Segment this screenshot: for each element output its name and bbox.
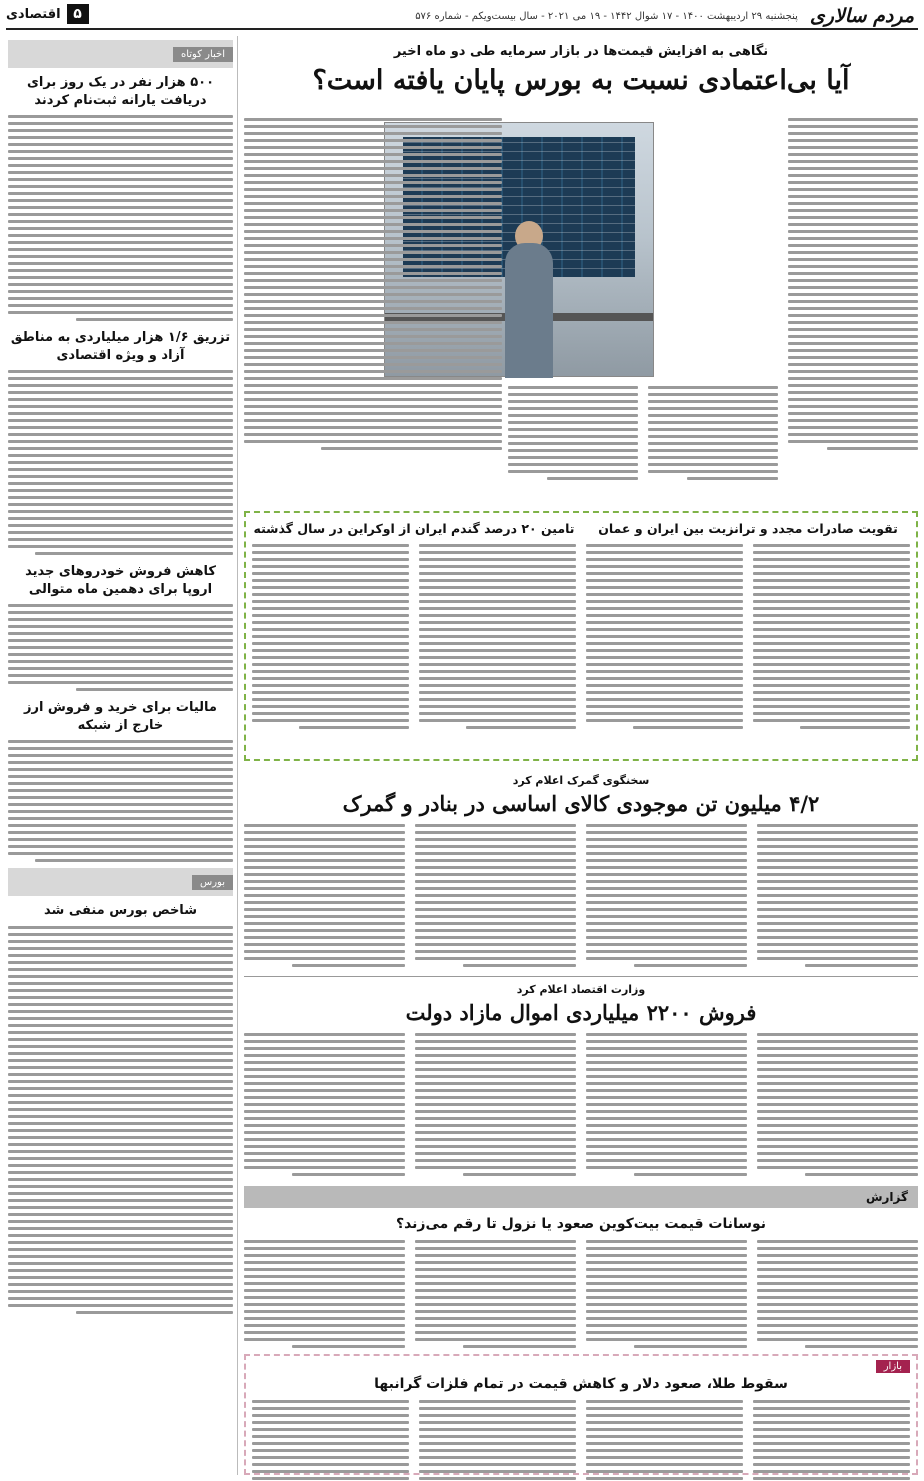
bitcoin-story [244,1212,918,1347]
story-headline: سقوط طلا، صعود دلار و کاهش قیمت در تمام فلزات گرانبها [374,1376,788,1392]
sidebar [4,36,238,1475]
masthead [6,4,918,30]
article-text [8,602,233,693]
green-box-story-right [586,519,910,753]
sidebar-story-title: شاخص بورس منفی شد [44,903,197,919]
story-headline: نوسانات قیمت بیت‌کوین صعود یا نزول تا رقم می‌زند؟ [395,1216,767,1232]
market-tag: بازار [876,1360,910,1373]
sidebar-story-title: تزریق ۱/۶ هزار میلیاردی به مناطق آزاد و ویژه اقتصادی [10,330,231,363]
sidebar-tag-bar [8,868,233,896]
article-column [244,116,502,452]
green-box-story-left [252,519,576,753]
sidebar-story-title: ۵۰۰ هزار نفر در یک روز برای دریافت یارانه ثبت‌نام کردند [26,75,215,108]
section-label [6,4,89,24]
section-number: ۵ [67,4,89,24]
bourse-tag: بورس [192,875,233,890]
story-kicker: سخنگوی گمرک اعلام کرد [512,774,650,787]
green-box [244,511,918,761]
sidebar-story-title: کاهش فروش خودروهای جدید اروپا برای دهمین ماه متوالی [25,564,216,597]
report-bar [244,1186,918,1208]
sidebar-tag-bar [8,40,233,68]
story-headline: فروش ۲۲۰۰ میلیاردی اموال مازاد دولت [405,1000,757,1025]
lead-kicker: نگاهی به افزایش قیمت‌ها در بازار سرمایه طی دو ماه اخیر [393,44,769,59]
person-figure [505,243,553,378]
sidebar-story-title: مالیات برای خرید و فروش ارز خارج از شبکه [23,700,217,733]
green-box-title: تامین ۲۰ درصد گندم ایران از اوکراین در سال گذشته [253,521,575,536]
dateline: پنجشنبه ۲۹ اردیبهشت ۱۴۰۰ - ۱۷ شوال ۱۴۴۲ - ۱۹ می ۲۰۲۱ - سال بیست‌ویکم - شماره ۵۷۶ [415,10,798,22]
article-column [508,384,778,482]
article-text [8,113,233,323]
report-label: گزارش [865,1190,908,1204]
article-text [8,368,233,557]
green-box-title: تقویت صادرات مجدد و ترانزیت بین ایران و عمان [598,521,898,536]
lead-story [244,116,918,501]
newspaper-brand: مردم سالاری [809,5,914,27]
article-column [788,116,918,452]
news-tag: اخبار کوتاه [173,47,233,62]
customs-story [244,768,918,968]
story-headline: ۴/۲ میلیون تن موجودی کالای اساسی در بنادر و گمرک [342,791,820,816]
main-content [244,36,918,1475]
section-name: اقتصادی [6,6,61,22]
story-kicker: وزارت اقتصاد اعلام کرد [516,983,646,996]
market-box [244,1354,918,1475]
lead-headline: آیا بی‌اعتمادی نسبت به بورس پایان یافته است؟ [312,65,850,96]
article-text [8,738,233,864]
article-text [8,924,233,1316]
property-story [244,976,918,1176]
